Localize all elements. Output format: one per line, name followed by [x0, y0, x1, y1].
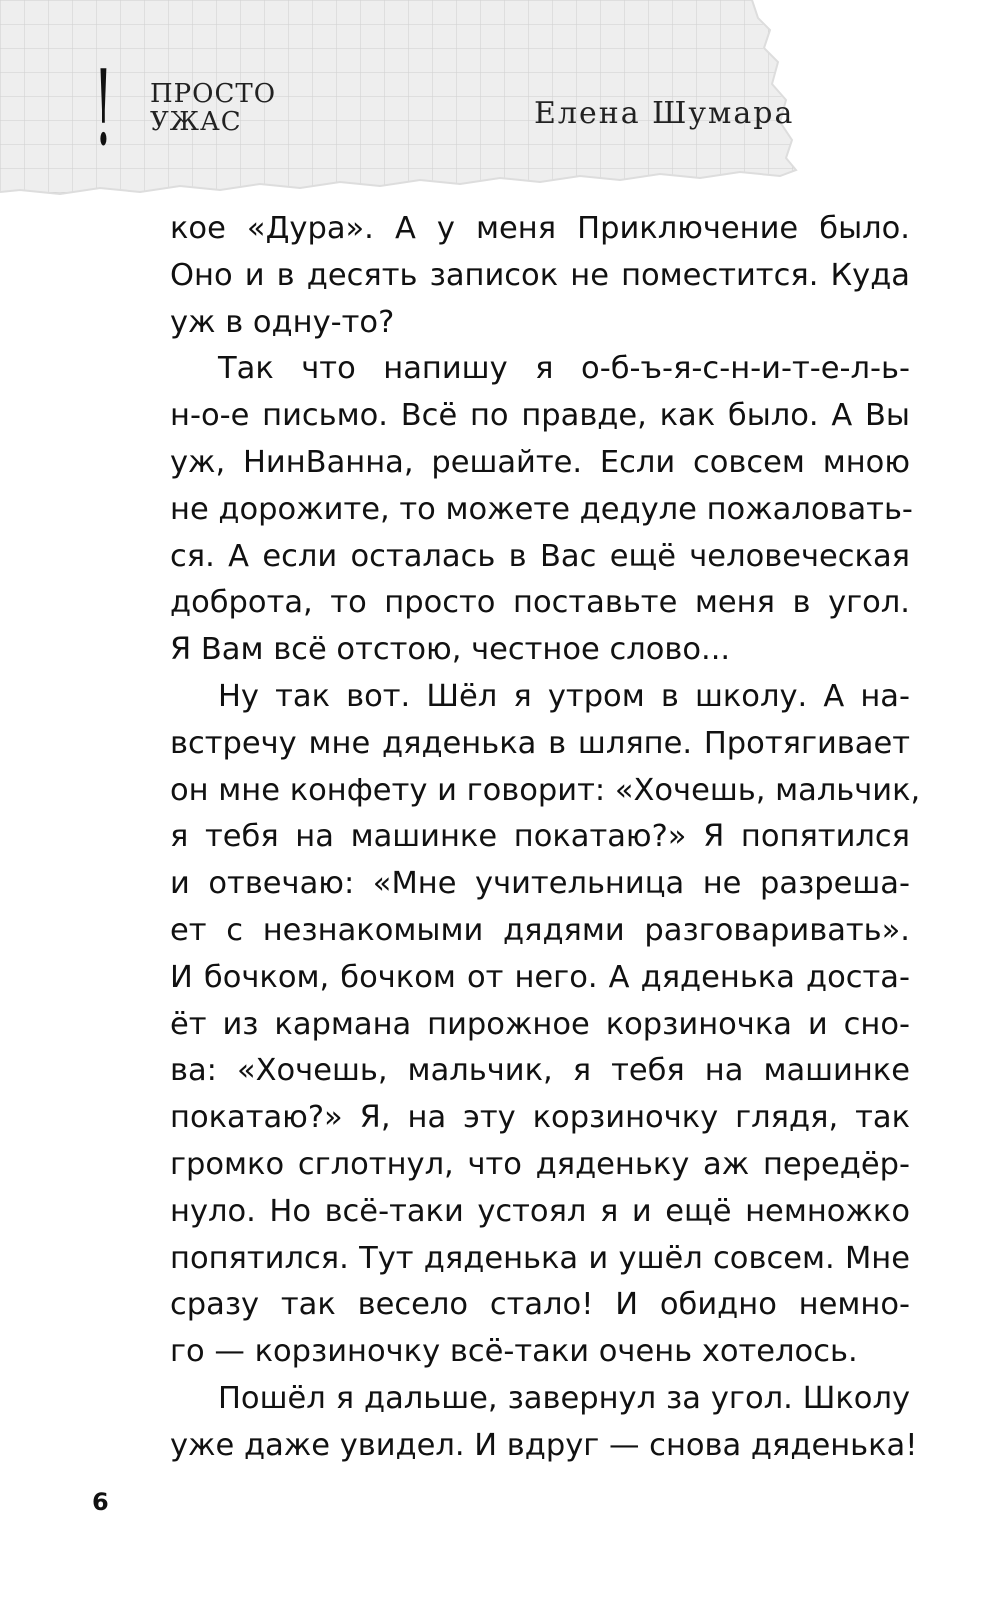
text-line: он мне конфету и говорит: «Хочешь, мальчик,: [170, 772, 921, 808]
text-line: я тебя на машинке покатаю?» Я попятился: [170, 819, 910, 855]
text-line: попятился. Тут дяденька и ушёл совсем. Мне: [170, 1240, 910, 1276]
text-line: И бочком, бочком от него. А дяденька доста-: [170, 959, 910, 995]
text-line: ёт из кармана пирожное корзиночка и сно-: [170, 1006, 910, 1042]
text-line: ет с незнакомыми дядями разговаривать».: [170, 912, 910, 948]
series-title: [150, 80, 276, 136]
text-line: встречу мне дяденька в шляпе. Протягивает: [170, 725, 910, 761]
text-line: Так что напишу я о-б-ъ-я-с-н-и-т-е-л-ь-: [218, 351, 910, 387]
series-logo-exclamation: !: [94, 47, 113, 169]
text-line: н-о-е письмо. Всё по правде, как было. А Вы: [170, 398, 910, 434]
text-line: и отвечаю: «Мне учительница не разреша-: [170, 866, 910, 902]
text-line: Ну так вот. Шёл я утром в школу. А на-: [218, 678, 910, 714]
text-line: нуло. Но всё-таки устоял я и ещё немножко: [170, 1193, 910, 1229]
text-line: уже даже увидел. И вдруг — снова дяденька!: [170, 1427, 918, 1463]
author-name: Елена Шумара: [534, 96, 795, 131]
series-title-line-1: ПРОСТО: [150, 79, 277, 109]
text-line: доброта, то просто поставьте меня в угол.: [170, 585, 910, 621]
text-line: покатаю?» Я, на эту корзиночку глядя, так: [170, 1100, 910, 1136]
text-line: Пошёл я дальше, завернул за угол. Школу: [218, 1380, 910, 1416]
text-line: кое «Дура». А у меня Приключение было.: [170, 211, 910, 246]
text-line: не дорожите, то можете дедуле пожаловать-: [170, 491, 913, 527]
text-line: сразу так весело стало! И обидно немно-: [170, 1287, 910, 1323]
text-line: го — корзиночку всё-таки очень хотелось.: [170, 1334, 858, 1370]
series-title-line-2: УЖАС: [150, 107, 242, 137]
text-line: громко сглотнул, что дяденьку аж передёр-: [170, 1146, 910, 1182]
text-line: ся. А если осталась в Вас ещё человеческая: [170, 538, 910, 574]
text-line: Я Вам всё отстою, честное слово...: [170, 632, 731, 668]
text-line: уж, НинВанна, решайте. Если совсем мною: [170, 444, 910, 480]
text-line: Оно и в десять записок не поместится. Куда: [170, 257, 910, 293]
text-line: ва: «Хочешь, мальчик, я тебя на машинке: [170, 1053, 910, 1089]
text-line: уж в одну-то?: [170, 304, 395, 340]
body-text: [170, 206, 921, 1470]
page-number: 6: [92, 1488, 109, 1516]
